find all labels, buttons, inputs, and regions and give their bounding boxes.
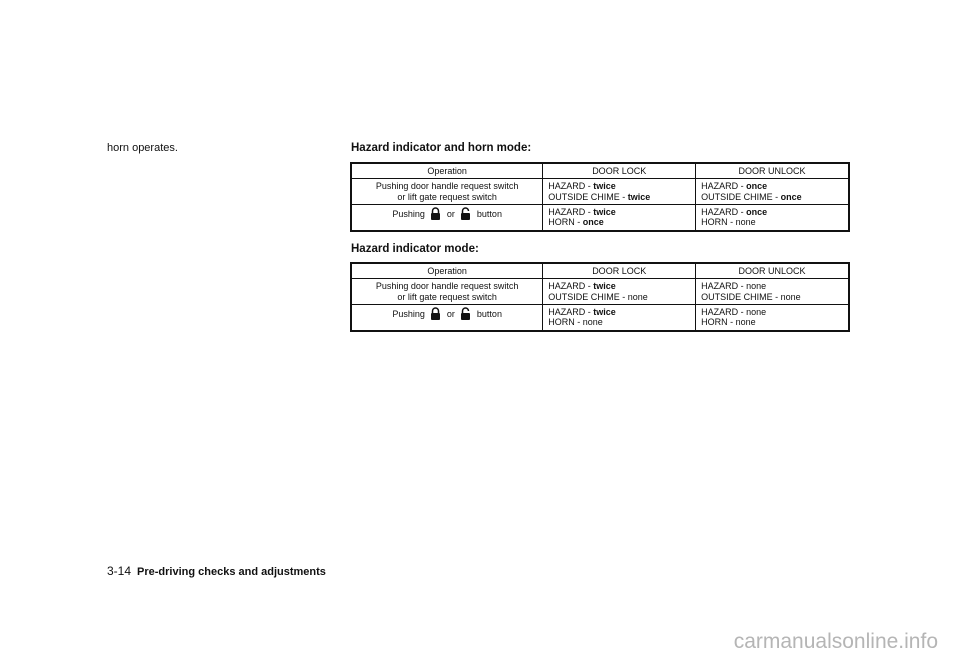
table-row	[351, 179, 849, 205]
section-title-hazard-horn-mode: Hazard indicator and horn mode:	[351, 142, 532, 154]
operation-cell: Pushing door handle request switch or lift gate request switch	[351, 279, 543, 305]
header-door-lock: DOOR LOCK	[543, 263, 696, 279]
door-lock-cell: HAZARD - twice HORN - once	[543, 205, 696, 231]
lock-icon	[430, 207, 441, 220]
table-header-row	[351, 163, 849, 179]
table-row	[351, 205, 849, 231]
header-door-unlock: DOOR UNLOCK	[696, 263, 849, 279]
door-unlock-cell: HAZARD - once OUTSIDE CHIME - once	[696, 179, 849, 205]
hazard-mode-table	[350, 262, 850, 332]
lock-icon	[430, 307, 441, 320]
door-lock-cell: HAZARD - twice OUTSIDE CHIME - none	[543, 279, 696, 305]
header-operation: Operation	[351, 163, 543, 179]
header-door-lock: DOOR LOCK	[543, 163, 696, 179]
section-title-hazard-mode: Hazard indicator mode:	[351, 243, 479, 255]
unlock-icon	[460, 207, 471, 220]
footer-section-name: Pre-driving checks and adjustments	[137, 566, 326, 578]
door-unlock-cell: HAZARD - none OUTSIDE CHIME - none	[696, 279, 849, 305]
door-lock-cell: HAZARD - twice HORN - none	[543, 305, 696, 331]
operation-cell: Pushing or button	[351, 305, 543, 331]
door-unlock-cell: HAZARD - once HORN - none	[696, 205, 849, 231]
operation-cell: Pushing door handle request switch or lift gate request switch	[351, 179, 543, 205]
body-text-fragment: horn operates.	[107, 142, 178, 154]
table-header-row	[351, 263, 849, 279]
unlock-icon	[460, 307, 471, 320]
page-number: 3-14	[107, 564, 132, 578]
door-lock-cell: HAZARD - twice OUTSIDE CHIME - twice	[543, 179, 696, 205]
table-row	[351, 279, 849, 305]
operation-cell: Pushing or button	[351, 205, 543, 231]
header-operation: Operation	[351, 263, 543, 279]
header-door-unlock: DOOR UNLOCK	[696, 163, 849, 179]
page-footer	[107, 564, 326, 578]
door-unlock-cell: HAZARD - none HORN - none	[696, 305, 849, 331]
watermark: carmanualsonline.info	[733, 630, 938, 653]
hazard-horn-mode-table	[350, 162, 850, 232]
table-row	[351, 305, 849, 331]
